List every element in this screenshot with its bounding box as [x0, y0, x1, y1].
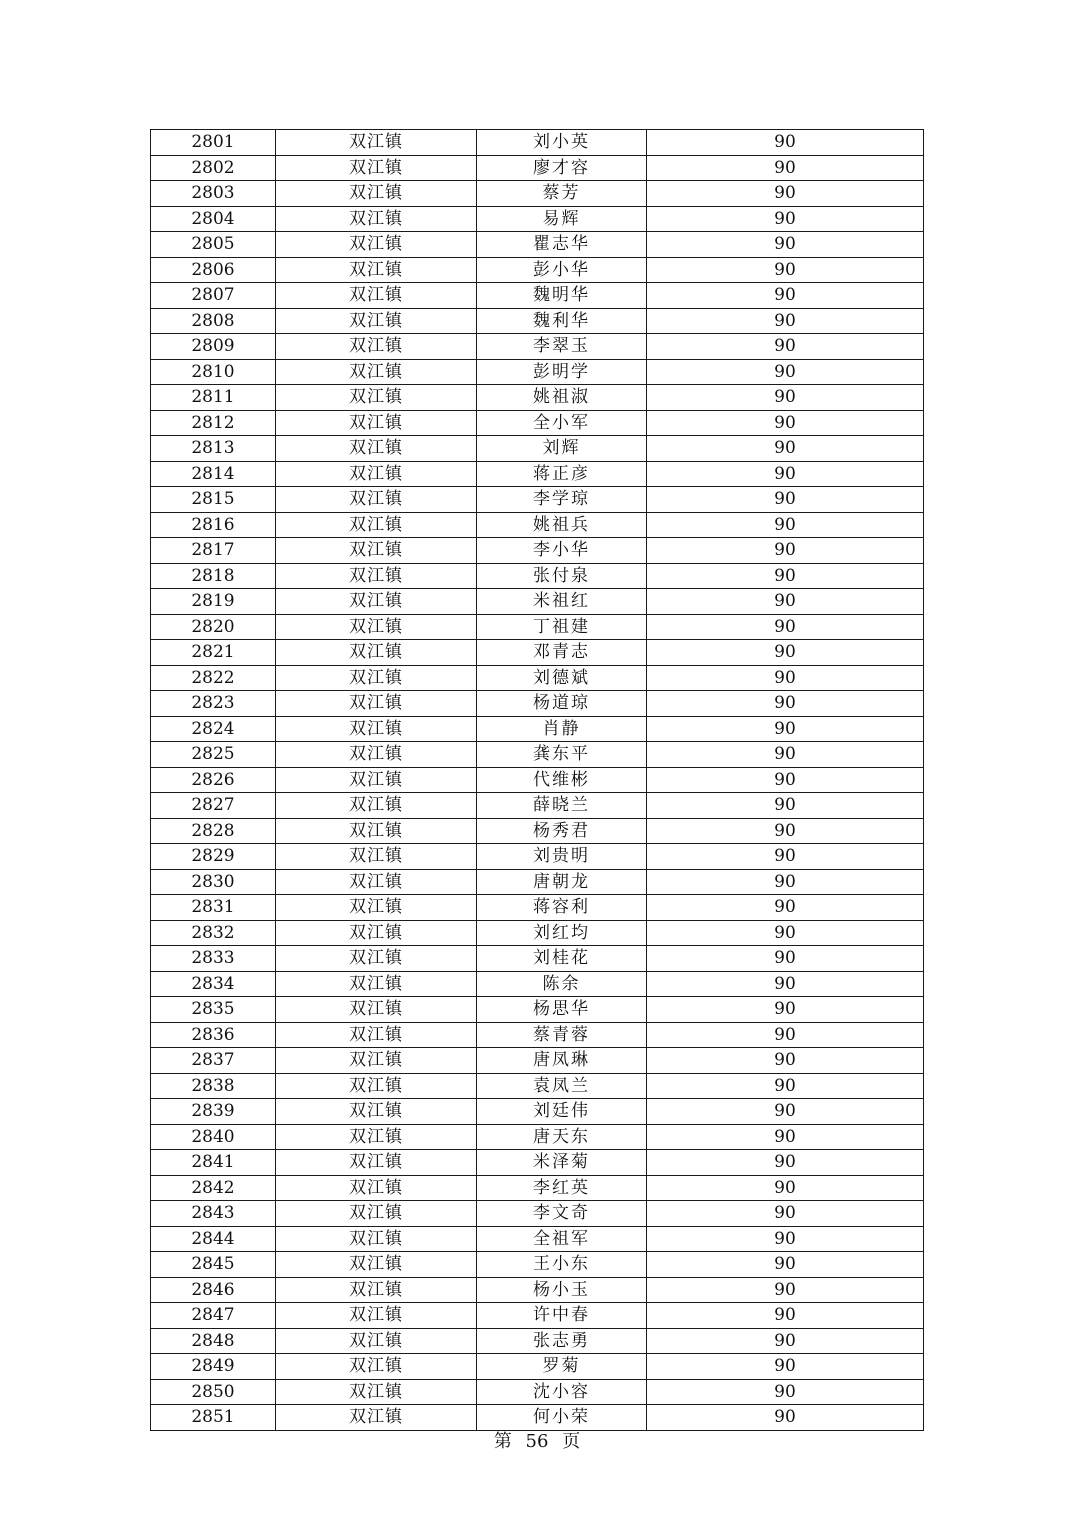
table-row — [151, 767, 924, 793]
cell-town: 双江镇 — [276, 1226, 477, 1252]
cell-town: 双江镇 — [276, 1354, 477, 1380]
cell-score: 90 — [647, 436, 924, 462]
cell-serial-number: 2823 — [151, 691, 276, 717]
cell-score: 90 — [647, 716, 924, 742]
cell-score: 90 — [647, 1252, 924, 1278]
cell-town: 双江镇 — [276, 487, 477, 513]
cell-serial-number: 2847 — [151, 1303, 276, 1329]
cell-serial-number: 2808 — [151, 308, 276, 334]
cell-town: 双江镇 — [276, 334, 477, 360]
cell-serial-number: 2827 — [151, 793, 276, 819]
cell-name: 李学琼 — [477, 487, 647, 513]
cell-serial-number: 2803 — [151, 181, 276, 207]
page-footer — [0, 1430, 1074, 1454]
cell-score: 90 — [647, 181, 924, 207]
table-row — [151, 461, 924, 487]
table-row — [151, 436, 924, 462]
cell-name: 许中春 — [477, 1303, 647, 1329]
cell-name: 杨思华 — [477, 997, 647, 1023]
table-row — [151, 487, 924, 513]
cell-serial-number: 2814 — [151, 461, 276, 487]
cell-town: 双江镇 — [276, 257, 477, 283]
cell-serial-number: 2849 — [151, 1354, 276, 1380]
cell-score: 90 — [647, 971, 924, 997]
cell-name: 李小华 — [477, 538, 647, 564]
cell-name: 彭明学 — [477, 359, 647, 385]
cell-town: 双江镇 — [276, 1022, 477, 1048]
cell-name: 蔡青蓉 — [477, 1022, 647, 1048]
cell-serial-number: 2807 — [151, 283, 276, 309]
cell-serial-number: 2838 — [151, 1073, 276, 1099]
cell-score: 90 — [647, 385, 924, 411]
cell-name: 唐凤琳 — [477, 1048, 647, 1074]
cell-name: 全祖军 — [477, 1226, 647, 1252]
cell-serial-number: 2825 — [151, 742, 276, 768]
cell-town: 双江镇 — [276, 283, 477, 309]
table-row — [151, 308, 924, 334]
cell-name: 杨道琼 — [477, 691, 647, 717]
cell-town: 双江镇 — [276, 1124, 477, 1150]
cell-town: 双江镇 — [276, 232, 477, 258]
cell-score: 90 — [647, 1201, 924, 1227]
cell-serial-number: 2835 — [151, 997, 276, 1023]
cell-serial-number: 2809 — [151, 334, 276, 360]
table-row — [151, 206, 924, 232]
cell-name: 陈余 — [477, 971, 647, 997]
table-row — [151, 1379, 924, 1405]
cell-score: 90 — [647, 359, 924, 385]
cell-score: 90 — [647, 742, 924, 768]
table-row — [151, 1073, 924, 1099]
cell-name: 龚东平 — [477, 742, 647, 768]
cell-serial-number: 2829 — [151, 844, 276, 870]
cell-score: 90 — [647, 589, 924, 615]
table-row — [151, 1022, 924, 1048]
cell-town: 双江镇 — [276, 946, 477, 972]
cell-name: 刘桂花 — [477, 946, 647, 972]
cell-town: 双江镇 — [276, 589, 477, 615]
cell-town: 双江镇 — [276, 895, 477, 921]
table-row — [151, 742, 924, 768]
table-row — [151, 1277, 924, 1303]
cell-serial-number: 2834 — [151, 971, 276, 997]
table-row — [151, 1048, 924, 1074]
cell-name: 易辉 — [477, 206, 647, 232]
roster-table — [150, 129, 924, 1431]
table-row — [151, 1175, 924, 1201]
cell-score: 90 — [647, 640, 924, 666]
cell-score: 90 — [647, 767, 924, 793]
cell-serial-number: 2839 — [151, 1099, 276, 1125]
table-row — [151, 971, 924, 997]
cell-name: 彭小华 — [477, 257, 647, 283]
table-row — [151, 130, 924, 156]
cell-town: 双江镇 — [276, 767, 477, 793]
cell-score: 90 — [647, 130, 924, 156]
cell-name: 全小军 — [477, 410, 647, 436]
cell-serial-number: 2830 — [151, 869, 276, 895]
cell-score: 90 — [647, 257, 924, 283]
cell-town: 双江镇 — [276, 1073, 477, 1099]
cell-serial-number: 2824 — [151, 716, 276, 742]
table-row — [151, 997, 924, 1023]
table-row — [151, 946, 924, 972]
cell-serial-number: 2819 — [151, 589, 276, 615]
cell-name: 罗菊 — [477, 1354, 647, 1380]
cell-town: 双江镇 — [276, 742, 477, 768]
cell-name: 王小东 — [477, 1252, 647, 1278]
table-row — [151, 920, 924, 946]
cell-score: 90 — [647, 997, 924, 1023]
cell-score: 90 — [647, 1022, 924, 1048]
cell-score: 90 — [647, 1354, 924, 1380]
cell-town: 双江镇 — [276, 920, 477, 946]
table-row — [151, 640, 924, 666]
cell-score: 90 — [647, 232, 924, 258]
cell-score: 90 — [647, 1226, 924, 1252]
cell-town: 双江镇 — [276, 691, 477, 717]
cell-score: 90 — [647, 563, 924, 589]
cell-town: 双江镇 — [276, 385, 477, 411]
cell-town: 双江镇 — [276, 1150, 477, 1176]
cell-serial-number: 2828 — [151, 818, 276, 844]
cell-serial-number: 2817 — [151, 538, 276, 564]
cell-score: 90 — [647, 1303, 924, 1329]
cell-name: 瞿志华 — [477, 232, 647, 258]
cell-name: 刘辉 — [477, 436, 647, 462]
cell-serial-number: 2837 — [151, 1048, 276, 1074]
cell-score: 90 — [647, 461, 924, 487]
cell-score: 90 — [647, 818, 924, 844]
page-number: 56 — [525, 1431, 549, 1452]
cell-score: 90 — [647, 308, 924, 334]
cell-town: 双江镇 — [276, 1405, 477, 1431]
cell-serial-number: 2802 — [151, 155, 276, 181]
cell-serial-number: 2815 — [151, 487, 276, 513]
cell-score: 90 — [647, 334, 924, 360]
cell-name: 李红英 — [477, 1175, 647, 1201]
cell-serial-number: 2850 — [151, 1379, 276, 1405]
cell-town: 双江镇 — [276, 563, 477, 589]
cell-town: 双江镇 — [276, 1379, 477, 1405]
table-row — [151, 563, 924, 589]
cell-name: 肖静 — [477, 716, 647, 742]
cell-name: 米祖红 — [477, 589, 647, 615]
cell-town: 双江镇 — [276, 512, 477, 538]
table-row — [151, 1124, 924, 1150]
cell-name: 何小荣 — [477, 1405, 647, 1431]
cell-score: 90 — [647, 1277, 924, 1303]
cell-town: 双江镇 — [276, 869, 477, 895]
cell-name: 姚祖兵 — [477, 512, 647, 538]
table-row — [151, 1201, 924, 1227]
cell-name: 邓青志 — [477, 640, 647, 666]
table-row — [151, 385, 924, 411]
cell-town: 双江镇 — [276, 538, 477, 564]
cell-score: 90 — [647, 1048, 924, 1074]
cell-score: 90 — [647, 1073, 924, 1099]
cell-name: 魏明华 — [477, 283, 647, 309]
table-row — [151, 1303, 924, 1329]
cell-score: 90 — [647, 538, 924, 564]
cell-serial-number: 2848 — [151, 1328, 276, 1354]
cell-name: 杨秀君 — [477, 818, 647, 844]
cell-serial-number: 2810 — [151, 359, 276, 385]
cell-name: 姚祖淑 — [477, 385, 647, 411]
cell-score: 90 — [647, 1150, 924, 1176]
cell-name: 魏利华 — [477, 308, 647, 334]
cell-name: 沈小容 — [477, 1379, 647, 1405]
cell-score: 90 — [647, 283, 924, 309]
cell-name: 蔡芳 — [477, 181, 647, 207]
cell-serial-number: 2826 — [151, 767, 276, 793]
cell-serial-number: 2811 — [151, 385, 276, 411]
cell-town: 双江镇 — [276, 155, 477, 181]
cell-town: 双江镇 — [276, 997, 477, 1023]
cell-town: 双江镇 — [276, 1048, 477, 1074]
page-footer-suffix: 页 — [562, 1431, 581, 1452]
cell-town: 双江镇 — [276, 1175, 477, 1201]
table-row — [151, 869, 924, 895]
cell-town: 双江镇 — [276, 844, 477, 870]
cell-name: 蒋容利 — [477, 895, 647, 921]
table-row — [151, 410, 924, 436]
cell-serial-number: 2842 — [151, 1175, 276, 1201]
cell-serial-number: 2804 — [151, 206, 276, 232]
cell-town: 双江镇 — [276, 359, 477, 385]
cell-score: 90 — [647, 920, 924, 946]
table-row — [151, 895, 924, 921]
cell-serial-number: 2821 — [151, 640, 276, 666]
cell-name: 李翠玉 — [477, 334, 647, 360]
cell-town: 双江镇 — [276, 793, 477, 819]
cell-town: 双江镇 — [276, 461, 477, 487]
table-row — [151, 844, 924, 870]
cell-serial-number: 2831 — [151, 895, 276, 921]
cell-town: 双江镇 — [276, 716, 477, 742]
table-row — [151, 1150, 924, 1176]
table-row — [151, 793, 924, 819]
table-row — [151, 1405, 924, 1431]
cell-score: 90 — [647, 155, 924, 181]
cell-serial-number: 2818 — [151, 563, 276, 589]
cell-name: 刘廷伟 — [477, 1099, 647, 1125]
table-row — [151, 589, 924, 615]
cell-town: 双江镇 — [276, 130, 477, 156]
cell-serial-number: 2843 — [151, 1201, 276, 1227]
cell-name: 李文奇 — [477, 1201, 647, 1227]
table-row — [151, 1252, 924, 1278]
cell-serial-number: 2816 — [151, 512, 276, 538]
table-row — [151, 334, 924, 360]
table-row — [151, 818, 924, 844]
cell-score: 90 — [647, 665, 924, 691]
table-row — [151, 359, 924, 385]
cell-town: 双江镇 — [276, 1303, 477, 1329]
cell-town: 双江镇 — [276, 1328, 477, 1354]
page-footer-prefix: 第 — [493, 1431, 512, 1452]
cell-name: 张付泉 — [477, 563, 647, 589]
table-row — [151, 614, 924, 640]
table-row — [151, 283, 924, 309]
cell-serial-number: 2820 — [151, 614, 276, 640]
cell-town: 双江镇 — [276, 308, 477, 334]
cell-serial-number: 2833 — [151, 946, 276, 972]
cell-score: 90 — [647, 1405, 924, 1431]
cell-name: 刘红均 — [477, 920, 647, 946]
cell-name: 袁凤兰 — [477, 1073, 647, 1099]
cell-serial-number: 2836 — [151, 1022, 276, 1048]
cell-name: 代维彬 — [477, 767, 647, 793]
cell-name: 唐朝龙 — [477, 869, 647, 895]
cell-serial-number: 2822 — [151, 665, 276, 691]
cell-score: 90 — [647, 1379, 924, 1405]
cell-score: 90 — [647, 793, 924, 819]
cell-score: 90 — [647, 1099, 924, 1125]
cell-town: 双江镇 — [276, 1201, 477, 1227]
cell-name: 米泽菊 — [477, 1150, 647, 1176]
cell-serial-number: 2832 — [151, 920, 276, 946]
cell-serial-number: 2841 — [151, 1150, 276, 1176]
cell-score: 90 — [647, 895, 924, 921]
cell-town: 双江镇 — [276, 971, 477, 997]
roster-table-body — [151, 130, 924, 1431]
cell-score: 90 — [647, 512, 924, 538]
table-row — [151, 538, 924, 564]
cell-score: 90 — [647, 487, 924, 513]
cell-name: 丁祖建 — [477, 614, 647, 640]
table-row — [151, 716, 924, 742]
cell-name: 刘贵明 — [477, 844, 647, 870]
cell-score: 90 — [647, 946, 924, 972]
cell-town: 双江镇 — [276, 206, 477, 232]
table-row — [151, 155, 924, 181]
cell-town: 双江镇 — [276, 640, 477, 666]
cell-serial-number: 2846 — [151, 1277, 276, 1303]
cell-town: 双江镇 — [276, 1099, 477, 1125]
cell-name: 唐天东 — [477, 1124, 647, 1150]
cell-serial-number: 2812 — [151, 410, 276, 436]
cell-score: 90 — [647, 206, 924, 232]
cell-town: 双江镇 — [276, 436, 477, 462]
cell-score: 90 — [647, 410, 924, 436]
cell-score: 90 — [647, 691, 924, 717]
table-row — [151, 512, 924, 538]
table-row — [151, 1328, 924, 1354]
table-row — [151, 665, 924, 691]
table-row — [151, 1226, 924, 1252]
cell-serial-number: 2845 — [151, 1252, 276, 1278]
cell-name: 廖才容 — [477, 155, 647, 181]
table-row — [151, 691, 924, 717]
table-row — [151, 232, 924, 258]
cell-score: 90 — [647, 1124, 924, 1150]
cell-serial-number: 2813 — [151, 436, 276, 462]
cell-town: 双江镇 — [276, 1277, 477, 1303]
cell-town: 双江镇 — [276, 181, 477, 207]
table-row — [151, 1099, 924, 1125]
cell-town: 双江镇 — [276, 1252, 477, 1278]
cell-serial-number: 2801 — [151, 130, 276, 156]
cell-score: 90 — [647, 844, 924, 870]
table-row — [151, 181, 924, 207]
cell-town: 双江镇 — [276, 665, 477, 691]
cell-score: 90 — [647, 614, 924, 640]
cell-name: 张志勇 — [477, 1328, 647, 1354]
table-row — [151, 257, 924, 283]
cell-score: 90 — [647, 869, 924, 895]
cell-name: 杨小玉 — [477, 1277, 647, 1303]
cell-town: 双江镇 — [276, 614, 477, 640]
cell-serial-number: 2840 — [151, 1124, 276, 1150]
cell-name: 刘德斌 — [477, 665, 647, 691]
cell-name: 薛晓兰 — [477, 793, 647, 819]
cell-town: 双江镇 — [276, 818, 477, 844]
cell-serial-number: 2851 — [151, 1405, 276, 1431]
cell-town: 双江镇 — [276, 410, 477, 436]
cell-name: 蒋正彦 — [477, 461, 647, 487]
cell-serial-number: 2805 — [151, 232, 276, 258]
cell-score: 90 — [647, 1328, 924, 1354]
cell-score: 90 — [647, 1175, 924, 1201]
table-row — [151, 1354, 924, 1380]
cell-serial-number: 2844 — [151, 1226, 276, 1252]
cell-name: 刘小英 — [477, 130, 647, 156]
cell-serial-number: 2806 — [151, 257, 276, 283]
